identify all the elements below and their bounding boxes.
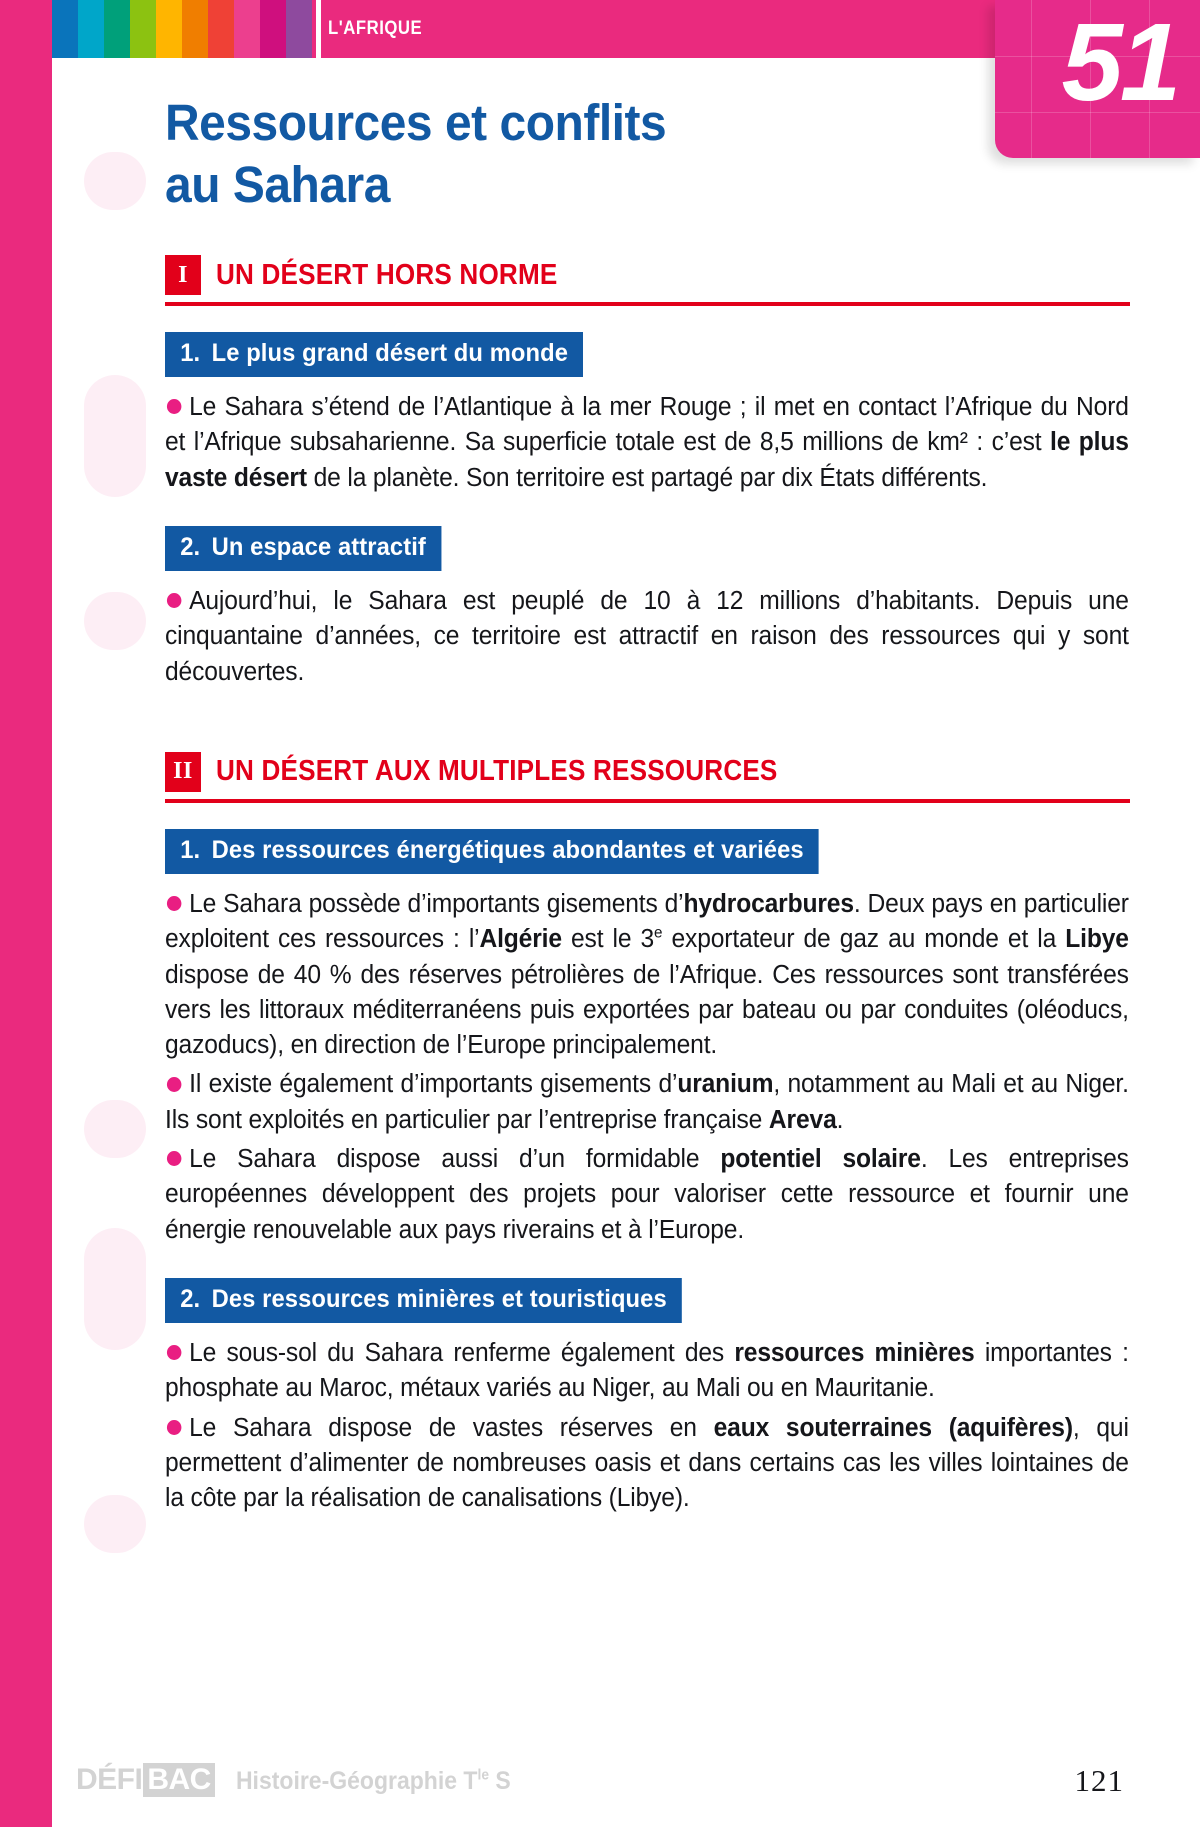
section-heading (165, 255, 1130, 295)
subsection-heading-row (165, 496, 1130, 571)
sheet-number: 51 (1061, 1, 1178, 124)
subsection-label: Un espace attractif (211, 532, 426, 561)
body-paragraph: Le Sahara possède d’importants gisements d’hydrocarbures. Deux pays en particulier exploitent ces ressources : l’Algérie est le 3e exportateur de gaz au monde et la Libye dispose de 40 % des réserves pétrolières de l’Afrique. Ces ressources sont transférées vers les littoraux méditerranéens puis exportées par bateau ou par conduites (oléoducs, gazoducs), en direction de l’Europe principalement. (165, 889, 1129, 1060)
decorative-blob (84, 1100, 146, 1158)
subsection-heading (165, 829, 819, 874)
subsection-heading (165, 526, 441, 571)
page-number: 121 (1074, 1763, 1124, 1798)
subsection-number: 1. (180, 339, 201, 367)
color-stripe-3 (130, 0, 156, 58)
subsection-heading-row (165, 1248, 1130, 1323)
bullet-marker (167, 896, 181, 911)
bullet-marker (167, 1420, 181, 1435)
subsection-label: Des ressources énergétiques abondantes et variées (211, 835, 804, 864)
brand-logo (76, 1763, 215, 1797)
body-paragraph: Aujourd’hui, le Sahara est peuplé de 10 à 12 millions d’habitants. Depuis une cinquantaine d’années, ce territoire est attractif en raison des ressources qui y sont découvertes. (165, 586, 1129, 686)
bullet-marker (167, 1151, 181, 1166)
body-paragraph: Le Sahara dispose de vastes réserves en eaux souterraines (aquifères), qui permettent d’alimenter de nombreuses oasis et dans certains cas les villes lointaines de la côte par la réalisation de canalisations (Libye). (165, 1413, 1129, 1513)
footer-subject-sup: le (477, 1766, 489, 1784)
subsection-label: Des ressources minières et touristiques (211, 1285, 667, 1313)
color-stripe-0 (52, 0, 78, 58)
page-title-line-2: au Sahara (165, 156, 390, 214)
bullet-marker (167, 1077, 181, 1092)
decorative-blob (84, 152, 146, 210)
subsection-number: 1. (180, 835, 201, 864)
subsection-heading (165, 1278, 682, 1323)
section-numeral-badge: II (165, 752, 201, 792)
decorative-blob (84, 1228, 146, 1350)
section-title: UN DÉSERT AUX MULTIPLES RESSOURCES (216, 755, 778, 788)
color-stripe-1 (78, 0, 104, 58)
page-title-line-1: Ressources et conflits (165, 94, 667, 151)
chapter-label: L'AFRIQUE (328, 18, 423, 39)
subsection-heading-row (165, 803, 1130, 874)
content-column (165, 0, 1130, 1517)
body-paragraph: Il existe également d’importants gisements d’uranium, notamment au Mali et au Niger. Ils sont exploités en particulier par l’entreprise française Areva. (165, 1070, 1129, 1134)
decorative-blob (84, 375, 146, 497)
body-paragraph: Le sous-sol du Sahara renferme également des ressources minières importantes : phosphate au Maroc, métaux variés au Niger, au Mali ou en Mauritanie. (165, 1339, 1129, 1403)
section-title: UN DÉSERT HORS NORME (216, 258, 558, 291)
section (165, 255, 1130, 690)
page-footer (0, 1737, 1200, 1827)
body-paragraph: Le Sahara dispose aussi d’un formidable potentiel solaire. Les entreprises européennes développent des projets pour valoriser cette ressource et fournir une énergie renouvelable aux pays riverains et à l’Europe. (165, 1145, 1129, 1244)
bullet-marker (167, 1345, 181, 1360)
brand-defi: DÉFI (76, 1763, 143, 1796)
section-heading (165, 752, 1130, 792)
decorative-blob (84, 592, 146, 650)
left-pink-bar (0, 0, 52, 1827)
subsection-number: 2. (180, 532, 201, 561)
footer-subject (236, 1767, 511, 1796)
brand-bac: BAC (143, 1763, 215, 1797)
decorative-blob (84, 1495, 146, 1553)
bullet-marker (167, 399, 181, 414)
section-numeral-badge: I (165, 255, 201, 295)
footer-subject-tail: S (488, 1767, 511, 1795)
footer-brand-block (76, 1763, 523, 1797)
body-paragraph: Le Sahara s’étend de l’Atlantique à la mer Rouge ; il met en contact l’Afrique du Nord et l’Afrique subsaharienne. Sa superficie totale est de 8,5 millions de km² : c’est le plus vaste désert de la planète. Son territoire est partagé par dix États différents. (165, 393, 1129, 492)
footer-subject-text: Histoire-Géographie T (235, 1767, 478, 1795)
color-stripe-2 (104, 0, 130, 58)
subsection-number: 2. (180, 1285, 201, 1313)
bullet-marker (167, 593, 181, 608)
subsection-heading (165, 332, 583, 377)
subsection-label: Le plus grand désert du monde (211, 339, 569, 367)
section (165, 752, 1130, 1517)
subsection-heading-row (165, 306, 1130, 377)
